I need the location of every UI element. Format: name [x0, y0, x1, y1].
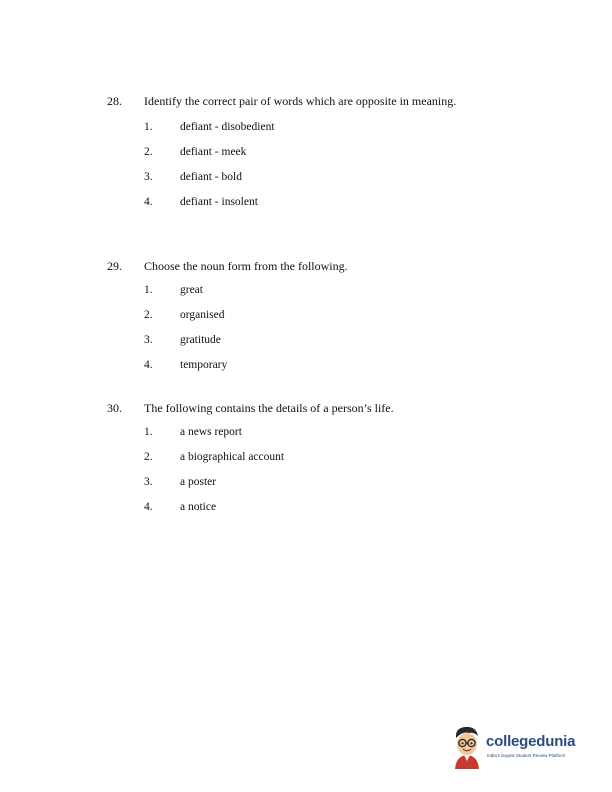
option-number: 2. [144, 146, 153, 158]
option-text: a notice [180, 501, 217, 513]
option-number: 4. [144, 501, 153, 513]
option-text: defiant - insolent [180, 196, 258, 208]
collegedunia-logo [449, 724, 599, 774]
option-text: a poster [180, 476, 217, 488]
option-text: a biographical account [180, 451, 285, 463]
option-number: 4. [144, 196, 153, 208]
option-number: 3. [144, 334, 153, 346]
option-number: 3. [144, 476, 153, 488]
option-text: defiant - meek [180, 146, 247, 158]
option-text: great [180, 284, 203, 296]
option-text: defiant - bold [180, 171, 242, 183]
question-number: 29. [107, 259, 122, 273]
option-number: 2. [144, 451, 153, 463]
option-number: 1. [144, 284, 153, 296]
option-number: 3. [144, 171, 153, 183]
option-text: temporary [180, 359, 228, 371]
option-text: a news report [180, 426, 242, 438]
question-text: Identify the correct pair of words which are opposite in meaning. [144, 94, 457, 108]
option-number: 4. [144, 359, 153, 371]
logo-name: collegedunia [486, 733, 576, 750]
option-number: 1. [144, 426, 153, 438]
option-text: organised [180, 309, 225, 321]
question-text: Choose the noun form from the following. [144, 259, 348, 273]
option-text: gratitude [180, 334, 221, 346]
option-number: 2. [144, 309, 153, 321]
question-text: The following contains the details of a person’s life. [144, 401, 394, 415]
logo-tagline: India's largest Student Review Platform [487, 753, 566, 758]
question-number: 30. [107, 401, 122, 415]
option-number: 1. [144, 121, 153, 133]
question-number: 28. [107, 94, 122, 108]
student-mascot-icon [449, 724, 485, 770]
option-text: defiant - disobedient [180, 121, 275, 133]
